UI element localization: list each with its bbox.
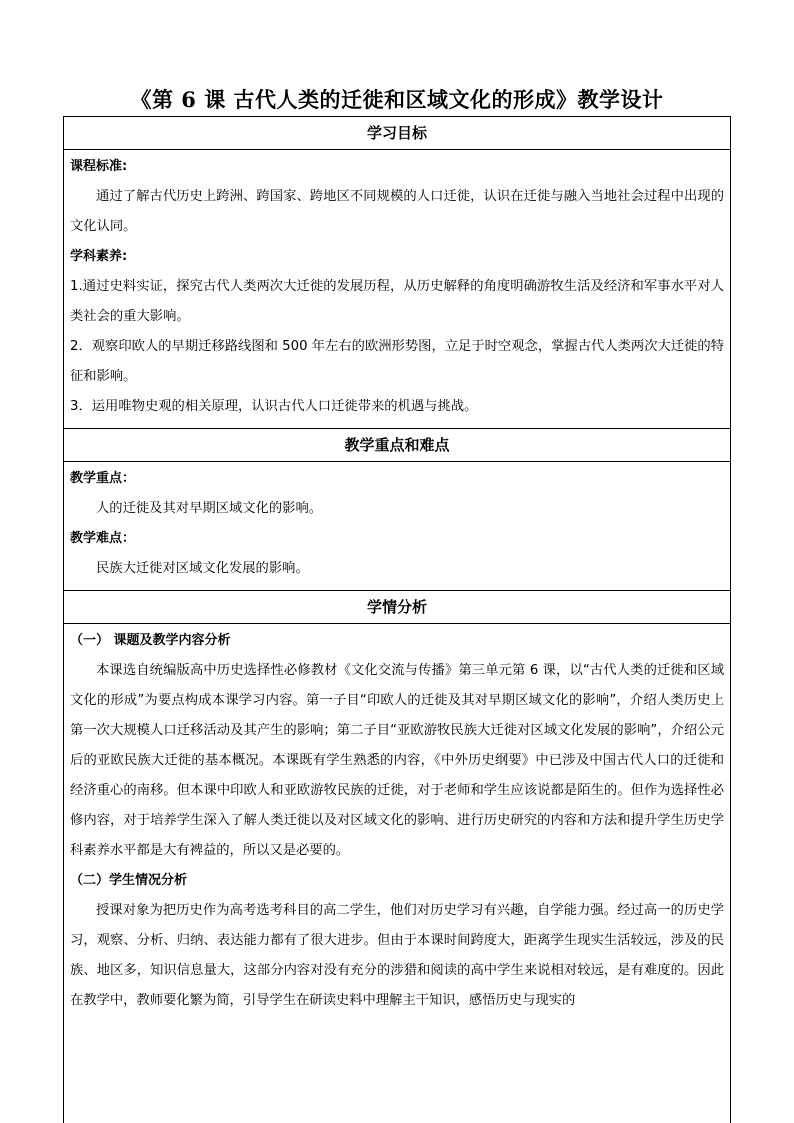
section-heading-analysis: 学情分析 <box>64 591 730 624</box>
literacy-item: 3．运用唯物史观的相关原理，认识古代人口迁徙带来的机遇与挑战。 <box>70 399 478 414</box>
lesson-plan-table <box>63 116 731 1123</box>
literacy-item: 1.通过史料实证，探究古代人类两次大迁徙的发展历程，从历史解释的角度明确游牧生活及经济和军事水平对人类社会的重大影响。 <box>70 279 724 324</box>
teaching-difficulty-label: 教学难点： <box>70 531 136 546</box>
section-body-objectives <box>64 150 730 429</box>
section-heading-objectives: 学习目标 <box>64 117 730 150</box>
student-analysis-text: 授课对象为把历史作为高考选考科目的高二学生，他们对历史学习有兴趣，自学能力强。经过高一的历史学习，观察、分析、归纳、表达能力都有了很大进步。但由于本课时间跨度大，距离学生现实生活较远，涉及的民族、地区多，知识信息量大，这部分内容对没有充分的涉猎和阅读的高中学生来说相对较远，是有难度的。因此在教学中，教师要化繁为简，引导学生在研读史料中理解主干知识，感悟历史与现实的 <box>70 903 724 1008</box>
document-title: 《第 6 课 古代人类的迁徙和区域文化的形成》教学设计 <box>130 87 664 112</box>
teaching-difficulty-text: 民族大迁徙对区域文化发展的影响。 <box>96 561 309 576</box>
section-body-analysis <box>64 624 730 1022</box>
section-body-key-points <box>64 462 730 591</box>
content-analysis-text: 本课选自统编版高中历史选择性必修教材《文化交流与传播》第三单元第 6 课，以“古代人类的迁徙和区域文化的形成”为要点构成本课学习内容。第一子目“印欧人的迁徙及其对早期区域文化的影响”，介绍人类历史上第一次大规模人口迁移活动及其产生的影响；第二子目“亚欧游牧民族大迁徙对区域文化发展的影响”，介绍公元后的亚欧民族大迁徙的基本概况。本课既有学生熟悉的内容，《中外历史纲要》中已涉及中国古代人口的迁徙和经济重心的南移。但本课中印欧人和亚欧游牧民族的迁徙，对于老师和学生应该说都是陌生的。但作为选择性必修内容，对于培养学生深入了解人类迁徙以及对区域文化的影响、进行历史研究的内容和方法和提升学生历史学科素养水平都是大有裨益的，所以又是必要的。 <box>70 663 724 858</box>
literacy-item: 2．观察印欧人的早期迁移路线图和 500 年左右的欧洲形势图，立足于时空观念，掌握古代人类两次大迁徙的特征和影响。 <box>70 339 724 384</box>
subject-literacy-label: 学科素养: <box>70 249 128 264</box>
curriculum-standard-label: 课程标准: <box>70 159 128 174</box>
teaching-focus-text: 人的迁徙及其对早期区域文化的影响。 <box>96 501 323 516</box>
teaching-focus-label: 教学重点： <box>70 471 136 486</box>
section-heading-key-points: 教学重点和难点 <box>64 429 730 462</box>
content-analysis-label: （一） 课题及教学内容分析 <box>70 633 231 648</box>
student-analysis-label: （二）学生情况分析 <box>70 873 188 888</box>
curriculum-standard-text: 通过了解古代历史上跨洲、跨国家、跨地区不同规模的人口迁徙，认识在迁徙与融入当地社会过程中出现的文化认同。 <box>70 189 724 234</box>
